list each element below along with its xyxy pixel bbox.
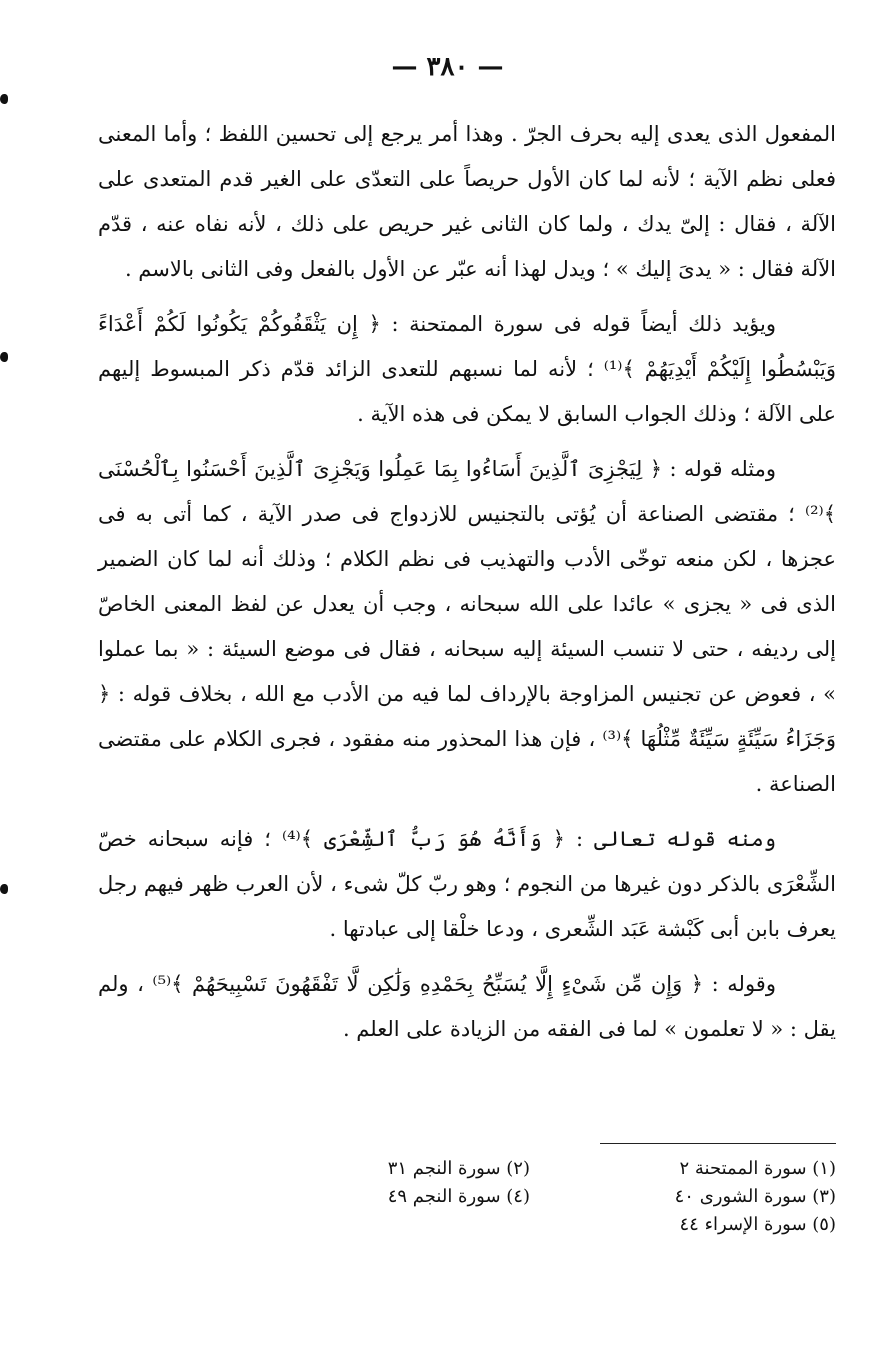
paragraph-4: ومنه قوله تعالى : ﴿ وَأَنَّهُ هُوَ رَبُّ ٱلشِّعْرَى ﴾⁽⁴⁾ ؛ فإنه سبحانه خصّ الشِّعْرَى بالذكر دون غيرها من النجوم ؛ وهو ربّ كلّ شىء ، لأن العرب ظهر فيهم رجل يعرف بابن أبى كَبْشة عَبَد الشِّعرى ، ودعا خلْقا إلى عبادتها . <box>98 827 836 941</box>
footnote-row <box>240 1183 836 1211</box>
footnote-5: (٥) سورة الإسراء ٤٤ <box>679 1214 836 1235</box>
paragraph-5: وقوله : ﴿ وَإِن مِّن شَىْءٍ إِلَّا يُسَبِّحُ بِحَمْدِهِ وَلَٰكِن لَّا تَفْقَهُونَ تَسْبِيحَهُمْ ﴾⁽⁵⁾ ، ولم يقل : « لا تعلمون » لما فى الفقه من الزيادة على العلم . <box>98 972 836 1041</box>
footnote-row <box>240 1155 836 1183</box>
margin-mark-icon <box>0 94 8 104</box>
margin-mark-icon <box>0 884 8 894</box>
paragraph-3: ومثله قوله : ﴿ لِيَجْزِىَ ٱلَّذِينَ أَسَاءُوا بِمَا عَمِلُوا وَيَجْزِىَ ٱلَّذِينَ أَحْسَنُوا بِٱلْحُسْنَى ﴾⁽²⁾ ؛ مقتضى الصناعة أن يُؤتى بالتجنيس للازدواج فى صدر الآية ، كما أتى به فى عجزها ، لكن منعه توخّى الأدب والتهذيب فى نظم الكلام ؛ وذلك أنه لما كان الضمير الذى فى « يجزى » عائدا على الله سبحانه ، وجب أن يعدل عن لفظ المعنى الخاصّ إلى رديفه ، حتى لا تنسب السيئة إليه سبحانه ، فقال فى موضع السيئة : « بما عملوا » ، فعوض عن تجنيس المزاوجة بالإرداف لما فيه من الأدب مع الله ، بخلاف قوله : ﴿ وَجَزَاءُ سَيِّئَةٍ سَيِّئَةٌ مِّثْلُهَا ﴾⁽³⁾ ، فإن هذا المحذور منه مفقود ، فجرى الكلام على مقتضى الصناعة . <box>98 457 836 796</box>
margin-mark-icon <box>0 352 8 362</box>
footnote-empty <box>240 1211 530 1239</box>
footnote-divider <box>600 1143 836 1144</box>
page-number: — ٣٨٠ — <box>391 52 504 82</box>
footnote-4: (٤) سورة النجم ٤٩ <box>387 1186 530 1207</box>
body-text <box>98 112 836 1062</box>
footnote-row <box>240 1211 836 1239</box>
paragraph-2: ويؤيد ذلك أيضاً قوله فى سورة الممتحنة : ﴿ إِن يَثْقَفُوكُمْ يَكُونُوا لَكُمْ أَعْدَاءً وَيَبْسُطُوا إِلَيْكُمْ أَيْدِيَهُمْ ﴾⁽¹⁾ ؛ لأنه لما نسبهم للتعدى الزائد قدّم ذكر المبسوط إليهم على الآلة ؛ وذلك الجواب السابق لا يمكن فى هذه الآية . <box>98 312 836 426</box>
footnote-3: (٣) سورة الشورى ٤٠ <box>674 1186 836 1207</box>
footnote-1: (١) سورة الممتحنة ٢ <box>679 1158 836 1179</box>
footnotes <box>240 1155 836 1239</box>
paragraph-1: المفعول الذى يعدى إليه بحرف الجرّ . وهذا أمر يرجع إلى تحسين اللفظ ؛ وأما المعنى فعلى نظم الآية ؛ لأنه لما كان الأول حريصاً على التعدّى على الغير قدم المتعدى على الآلة ، فقال : إلىّ يدك ، ولما كان الثانى غير حريص على ذلك ، لأنه نفاه عنه ، قدّم الآلة فقال : « يدىَ إليك » ؛ ويدل لهذا أنه عبّر عن الأول بالفعل وفى الثانى بالاسم . <box>98 122 836 281</box>
footnote-2: (٢) سورة النجم ٣١ <box>387 1158 530 1179</box>
